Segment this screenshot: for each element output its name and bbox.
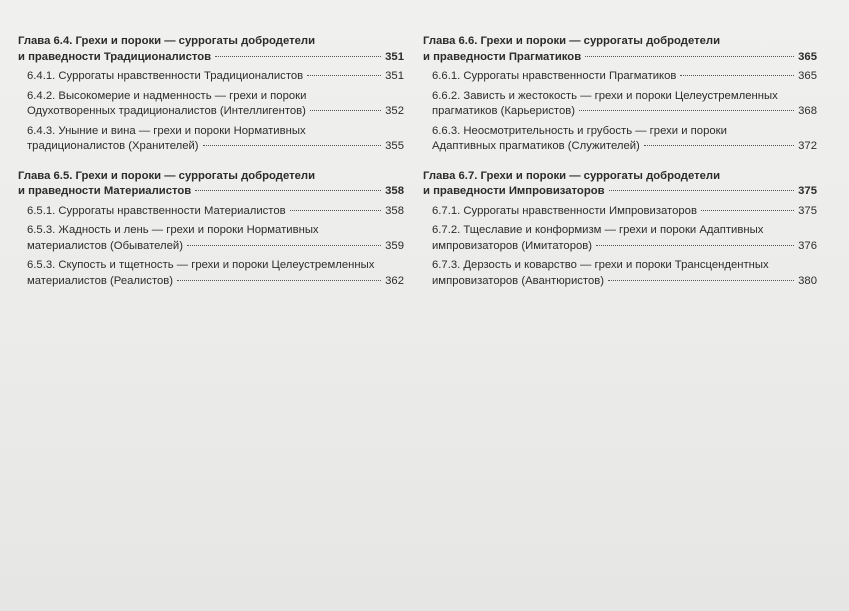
chapter-title-line2: и праведности Импровизаторов 375 [423,184,817,200]
toc-section-6-5-2 [27,223,404,254]
section-title-line1: 6.5.3. Скупость и тщетность — грехи и пороки Целеустремленных [27,259,375,271]
toc-right-column [423,34,817,303]
section-title-line1: 6.4.2. Высокомерие и надменность — грехи и пороки [27,89,307,102]
section-page-number: 362 [385,274,404,287]
toc-chapter-6-4 [18,34,404,155]
toc-section-6-4-1 [27,69,404,85]
chapter-title-line2: и праведности Прагматиков 365 [423,50,817,66]
toc-section-6-5-3 [27,258,404,289]
toc-section-6-4-3 [27,124,404,155]
dot-leader [680,75,794,76]
section-title-line2: импровизаторов (Авантюристов) [432,274,604,287]
section-page-number: 355 [385,140,404,152]
dot-leader [609,190,795,191]
toc-chapter-6-5 [18,169,404,290]
dot-leader [203,145,382,146]
chapter-page-number: 375 [798,185,817,197]
dot-leader [608,280,794,281]
section-page-number: 372 [798,140,817,152]
dot-leader [596,245,794,246]
section-title: 6.7.1. Суррогаты нравственности Импровизаторов [432,204,697,217]
section-page-number: 352 [385,105,404,117]
chapter-page-number: 351 [385,50,404,63]
chapter-title-line1: Глава 6.6. Грехи и пороки — суррогаты добродетели [423,35,721,47]
toc-section-6-7-2 [432,223,817,254]
dot-leader [310,110,381,111]
section-title-line2: Одухотворенных традиционалистов (Интеллигентов) [27,105,306,117]
dot-leader [187,245,381,246]
chapter-title-line1: Глава 6.4. Грехи и пороки — суррогаты добродетели [18,35,316,47]
dot-leader [579,110,794,111]
chapter-title-line2: и праведности Материалистов 358 [18,184,404,200]
dot-leader [290,210,382,211]
toc-section-6-5-1 [27,204,404,220]
section-title: 6.4.1. Суррогаты нравственности Традиционалистов [27,70,304,82]
dot-leader [177,280,381,281]
dot-leader [585,56,794,57]
section-page-number: 351 [385,70,404,82]
section-page-number: 359 [385,239,404,252]
section-title-line1: 6.6.3. Неосмотрительность и грубость — грехи и пороки [432,124,727,137]
toc-section-6-6-3 [432,124,817,155]
section-page-number: 376 [798,239,817,252]
dot-leader [215,56,381,57]
section-title-line1: 6.5.3. Жадность и лень — грехи и пороки Нормативных [27,224,319,236]
dot-leader [195,190,381,191]
chapter-title-line1: Глава 6.5. Грехи и пороки — суррогаты добродетели [18,169,316,182]
section-title-line2: Адаптивных прагматиков (Служителей) [432,140,640,152]
section-title-line2: прагматиков (Карьеристов) [432,105,575,117]
toc-section-6-4-2 [27,89,404,120]
toc-chapter-6-6 [423,34,817,155]
toc-section-6-7-3 [432,258,817,289]
section-title-line1: 6.4.3. Уныние и вина — грехи и пороки Нормативных [27,124,306,137]
toc-left-column [18,34,404,303]
toc-section-6-6-1 [432,69,817,85]
section-page-number: 368 [798,105,817,117]
section-page-number: 365 [798,70,817,82]
dot-leader [644,145,794,146]
chapter-title-line2: и праведности Традиционалистов 351 [18,50,404,66]
section-title: 6.6.1. Суррогаты нравственности Прагматиков [432,70,677,82]
section-title-line2: импровизаторов (Имитаторов) [432,239,593,252]
section-title-line2: материалистов (Обывателей) [27,239,183,252]
section-title-line1: 6.7.2. Тщеславие и конформизм — грехи и пороки Адаптивных [432,224,764,236]
toc-section-6-7-1 [432,204,817,220]
toc-chapter-6-7 [423,169,817,290]
chapter-page-number: 365 [798,50,817,63]
section-page-number: 375 [798,204,817,217]
dot-leader [701,210,794,211]
section-title-line1: 6.7.3. Дерзость и коварство — грехи и пороки Трансцендентных [432,259,769,271]
toc-section-6-6-2 [432,89,817,120]
chapter-page-number: 358 [385,185,404,197]
chapter-title-line1: Глава 6.7. Грехи и пороки — суррогаты добродетели [423,169,721,182]
section-page-number: 358 [385,204,404,217]
section-title-line2: материалистов (Реалистов) [27,274,174,287]
dot-leader [307,75,381,76]
section-title-line1: 6.6.2. Зависть и жестокость — грехи и пороки Целеустремленных [432,89,778,102]
section-page-number: 380 [798,274,817,287]
section-title-line2: традиционалистов (Хранителей) [27,140,199,152]
section-title: 6.5.1. Суррогаты нравственности Материалистов [27,204,286,217]
